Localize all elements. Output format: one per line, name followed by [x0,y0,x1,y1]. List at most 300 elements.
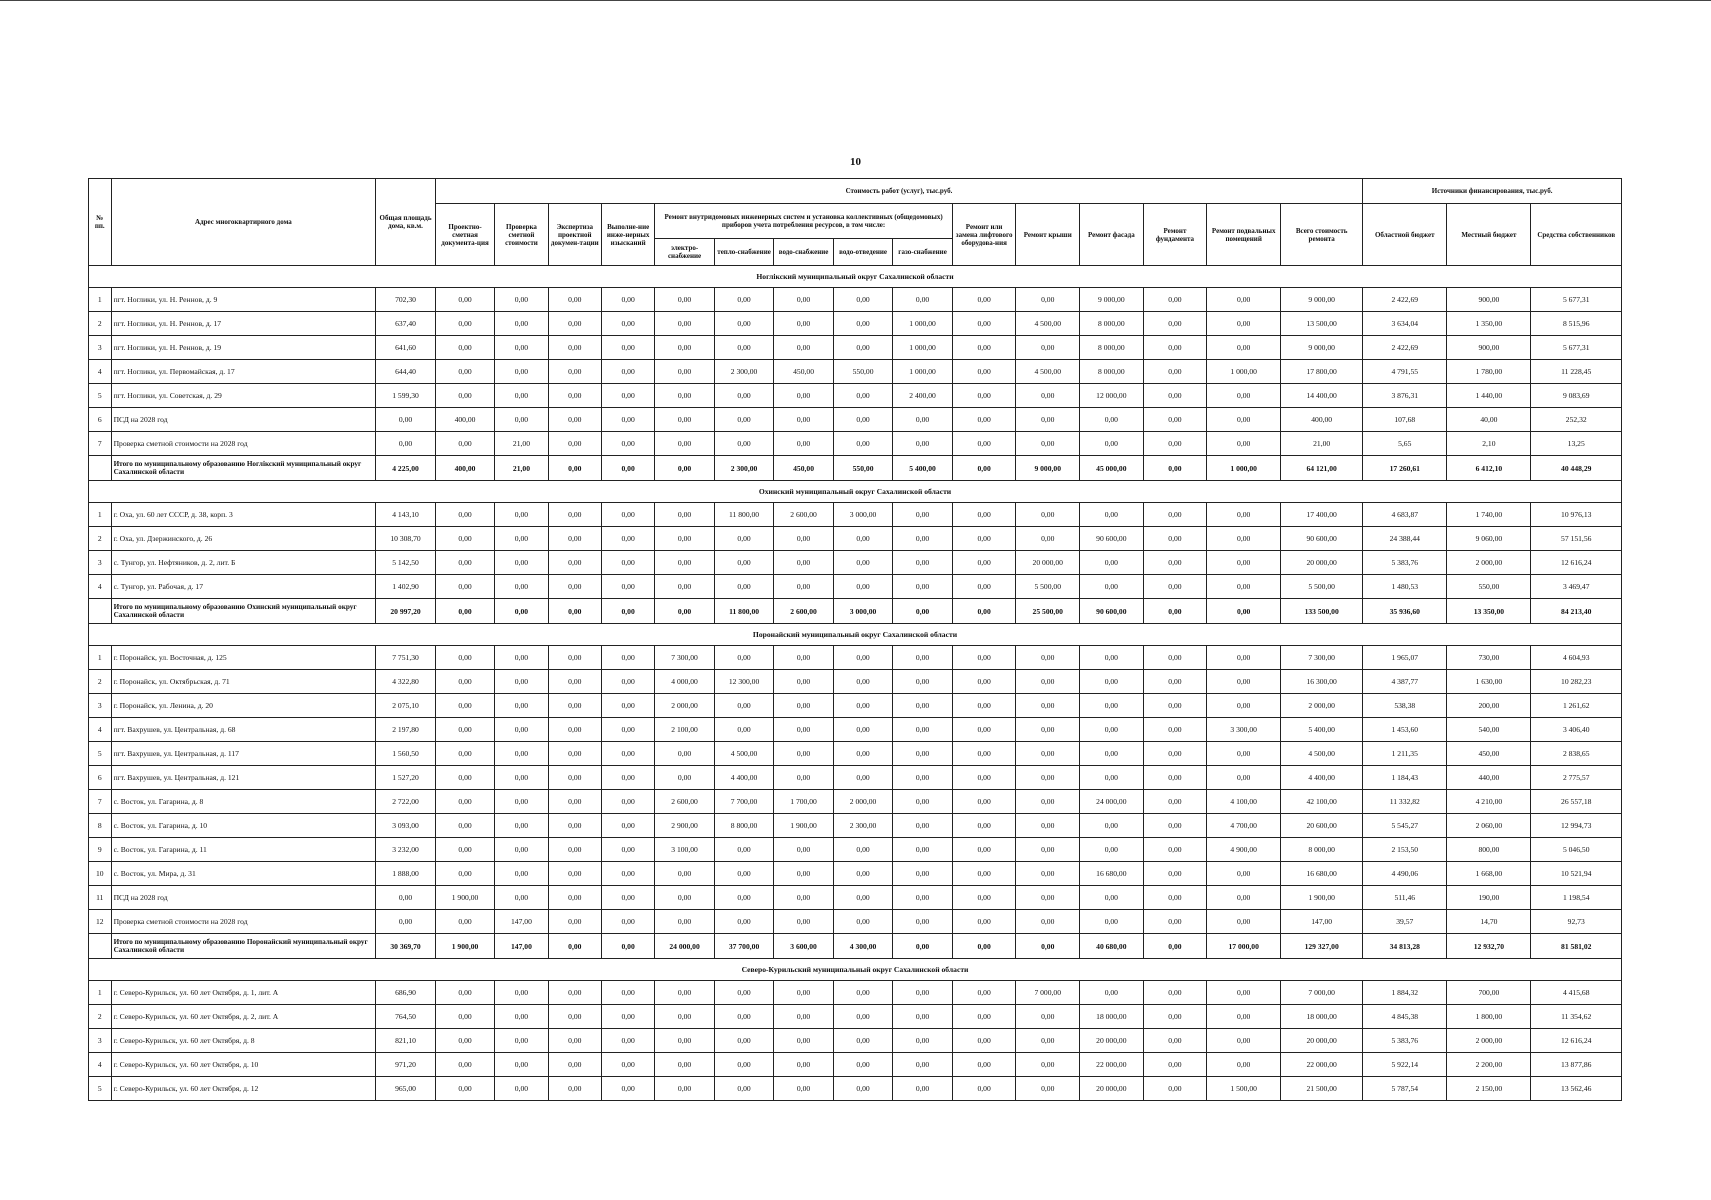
cell-gas: 0,00 [893,551,953,575]
table-row [89,1077,1622,1101]
cell-exp: 0,00 [548,288,601,312]
cell-heat: 0,00 [714,862,774,886]
cell-total: 9 000,00 [1281,288,1363,312]
cell-facade: 0,00 [1080,646,1144,670]
cell-found: 0,00 [1143,742,1207,766]
cell-facade: 0,00 [1080,981,1144,1005]
cell-el: 0,00 [655,1029,715,1053]
cell-reg: 17 260,61 [1363,456,1447,481]
cell-n: 4 [89,360,112,384]
cell-base: 0,00 [1207,527,1281,551]
cell-n: 3 [89,1029,112,1053]
cell-n: 6 [89,408,112,432]
cell-area: 10 308,70 [376,527,436,551]
cell-facade: 45 000,00 [1080,456,1144,481]
table-row [89,742,1622,766]
cell-water: 0,00 [774,910,834,934]
cell-lift: 0,00 [952,384,1016,408]
table-row [89,838,1622,862]
cell-address: г. Северо-Курильск, ул. 60 лет Октября, д. 12 [111,1077,376,1101]
cell-n: 1 [89,981,112,1005]
cell-heat: 0,00 [714,551,774,575]
cell-heat: 0,00 [714,1053,774,1077]
cell-own: 26 557,18 [1531,790,1622,814]
cell-lift: 0,00 [952,408,1016,432]
cell-total: 400,00 [1281,408,1363,432]
cell-found: 0,00 [1143,527,1207,551]
cell-exp: 0,00 [548,718,601,742]
cell-loc: 550,00 [1447,575,1531,599]
cell-water: 3 600,00 [774,934,834,959]
cell-psd: 0,00 [435,551,495,575]
header-sources-group: Источники финансирования, тыс.руб. [1363,179,1622,204]
cell-found: 0,00 [1143,384,1207,408]
cell-lift: 0,00 [952,1005,1016,1029]
cell-sewer: 0,00 [833,766,893,790]
cell-gas: 1 000,00 [893,312,953,336]
cell-loc: 1 800,00 [1447,1005,1531,1029]
table-row [89,886,1622,910]
cell-total: 4 500,00 [1281,742,1363,766]
cell-roof: 0,00 [1016,670,1080,694]
cell-exp: 0,00 [548,336,601,360]
cell-sewer: 0,00 [833,910,893,934]
cell-psd: 0,00 [435,599,495,624]
cell-total: 17 800,00 [1281,360,1363,384]
cell-reg: 3 634,04 [1363,312,1447,336]
cell-n: 1 [89,288,112,312]
cell-exp: 0,00 [548,934,601,959]
cell-reg: 4 490,06 [1363,862,1447,886]
cell-heat: 0,00 [714,575,774,599]
cell-sewer: 2 300,00 [833,814,893,838]
cell-own: 4 604,93 [1531,646,1622,670]
cell-facade: 0,00 [1080,742,1144,766]
cell-heat: 11 800,00 [714,599,774,624]
cell-el: 0,00 [655,432,715,456]
cell-water: 0,00 [774,1029,834,1053]
cell-roof: 0,00 [1016,862,1080,886]
cell-sewer: 0,00 [833,981,893,1005]
cell-roof: 0,00 [1016,432,1080,456]
cell-heat: 11 800,00 [714,503,774,527]
cell-found: 0,00 [1143,336,1207,360]
cell-roof: 0,00 [1016,1005,1080,1029]
cell-check: 0,00 [495,838,548,862]
cell-water: 0,00 [774,527,834,551]
table-row [89,336,1622,360]
cell-area: 4 225,00 [376,456,436,481]
cell-water: 2 600,00 [774,503,834,527]
cell-gas: 0,00 [893,575,953,599]
cell-found: 0,00 [1143,814,1207,838]
cell-found: 0,00 [1143,910,1207,934]
cell-lift: 0,00 [952,1029,1016,1053]
cell-heat: 0,00 [714,527,774,551]
cell-area: 7 751,30 [376,646,436,670]
cell-own: 4 415,68 [1531,981,1622,1005]
table-row [89,527,1622,551]
table-row [89,790,1622,814]
cell-area: 702,30 [376,288,436,312]
cell-loc: 1 668,00 [1447,862,1531,886]
cell-base: 0,00 [1207,384,1281,408]
cell-water: 0,00 [774,670,834,694]
cell-psd: 0,00 [435,1053,495,1077]
cell-check: 0,00 [495,288,548,312]
table-row [89,575,1622,599]
cell-facade: 22 000,00 [1080,1053,1144,1077]
cell-el: 24 000,00 [655,934,715,959]
cell-psd: 0,00 [435,575,495,599]
cell-gas: 0,00 [893,670,953,694]
cell-gas: 0,00 [893,1077,953,1101]
cell-found: 0,00 [1143,360,1207,384]
header-area: Общая площадь дома, кв.м. [376,179,436,266]
cell-exp: 0,00 [548,814,601,838]
cell-lift: 0,00 [952,336,1016,360]
cell-facade: 90 600,00 [1080,599,1144,624]
cell-address: с. Восток, ул. Гагарина, д. 11 [111,838,376,862]
cell-heat: 0,00 [714,910,774,934]
cell-heat: 0,00 [714,1077,774,1101]
cell-lift: 0,00 [952,575,1016,599]
cell-gas: 0,00 [893,1029,953,1053]
cell-sewer: 0,00 [833,575,893,599]
table-row [89,670,1622,694]
cell-found: 0,00 [1143,551,1207,575]
cell-total: 7 000,00 [1281,981,1363,1005]
cell-found: 0,00 [1143,790,1207,814]
cell-area: 641,60 [376,336,436,360]
cell-n: 2 [89,527,112,551]
cell-water: 0,00 [774,862,834,886]
cell-area: 971,20 [376,1053,436,1077]
section-title: Охинский муниципальный округ Сахалинской области [89,481,1622,503]
cell-lift: 0,00 [952,503,1016,527]
cell-total: 42 100,00 [1281,790,1363,814]
cell-psd: 0,00 [435,336,495,360]
cell-sewer: 0,00 [833,312,893,336]
cell-facade: 9 000,00 [1080,288,1144,312]
cell-gas: 0,00 [893,862,953,886]
cell-lift: 0,00 [952,790,1016,814]
cell-n: 3 [89,694,112,718]
cell-n: 5 [89,384,112,408]
cell-heat: 37 700,00 [714,934,774,959]
cell-area: 0,00 [376,910,436,934]
header-heat: тепло-снабжение [714,239,774,266]
cell-sewer: 0,00 [833,838,893,862]
cell-exp: 0,00 [548,1005,601,1029]
cell-psd: 0,00 [435,814,495,838]
cell-roof: 0,00 [1016,1029,1080,1053]
cell-exp: 0,00 [548,599,601,624]
cell-lift: 0,00 [952,360,1016,384]
cell-el: 0,00 [655,551,715,575]
cell-el: 0,00 [655,312,715,336]
cell-psd: 0,00 [435,1029,495,1053]
cell-own: 11 228,45 [1531,360,1622,384]
cell-sewer: 0,00 [833,1029,893,1053]
cell-exp: 0,00 [548,456,601,481]
cell-gas: 0,00 [893,814,953,838]
cell-sewer: 0,00 [833,742,893,766]
cell-loc: 2 000,00 [1447,551,1531,575]
cell-psd: 0,00 [435,527,495,551]
cell-roof: 0,00 [1016,838,1080,862]
cell-total: 2 000,00 [1281,694,1363,718]
cell-check: 21,00 [495,432,548,456]
table-row [89,551,1622,575]
cell-total: 5 500,00 [1281,575,1363,599]
cell-own: 12 994,73 [1531,814,1622,838]
cell-area: 3 093,00 [376,814,436,838]
cell-gas: 0,00 [893,790,953,814]
cell-gas: 0,00 [893,288,953,312]
cell-loc: 14,70 [1447,910,1531,934]
cell-base: 0,00 [1207,288,1281,312]
cell-el: 0,00 [655,408,715,432]
cell-surv: 0,00 [601,718,654,742]
cell-roof: 25 500,00 [1016,599,1080,624]
cell-lift: 0,00 [952,814,1016,838]
cell-facade: 0,00 [1080,670,1144,694]
table-row [89,1005,1622,1029]
cell-facade: 0,00 [1080,886,1144,910]
cell-heat: 0,00 [714,336,774,360]
cell-surv: 0,00 [601,862,654,886]
table-row [89,1029,1622,1053]
cell-surv: 0,00 [601,1053,654,1077]
cell-n: 6 [89,766,112,790]
cell-loc: 900,00 [1447,288,1531,312]
cell-address: г. Поронайск, ул. Ленина, д. 20 [111,694,376,718]
cell-surv: 0,00 [601,790,654,814]
cell-found: 0,00 [1143,886,1207,910]
cell-water: 0,00 [774,575,834,599]
cell-address: г. Северо-Курильск, ул. 60 лет Октября, д. 10 [111,1053,376,1077]
cell-surv: 0,00 [601,575,654,599]
cell-address: пгт. Ноглики, ул. Н. Реннов, д. 9 [111,288,376,312]
cell-found: 0,00 [1143,503,1207,527]
cell-found: 0,00 [1143,646,1207,670]
cell-roof: 7 000,00 [1016,981,1080,1005]
cell-roof: 4 500,00 [1016,360,1080,384]
header-expertise: Экспертиза проектной докумен-тации [548,204,601,266]
cell-surv: 0,00 [601,360,654,384]
cell-surv: 0,00 [601,742,654,766]
cell-exp: 0,00 [548,766,601,790]
cell-water: 0,00 [774,718,834,742]
cell-own: 5 677,31 [1531,336,1622,360]
cell-total: 20 000,00 [1281,1029,1363,1053]
cell-loc: 700,00 [1447,981,1531,1005]
cell-check: 0,00 [495,336,548,360]
cell-area: 30 369,70 [376,934,436,959]
cell-own: 5 046,50 [1531,838,1622,862]
cell-own: 92,73 [1531,910,1622,934]
section-header-row [89,959,1622,981]
header-engineering: Ремонт внутридомовых инженерных систем и установка коллективных (общедомовых) приборов учета потребления ресурсов, в том числе: [655,204,953,239]
cell-facade: 90 600,00 [1080,527,1144,551]
cell-el: 0,00 [655,1077,715,1101]
cell-lift: 0,00 [952,694,1016,718]
cell-exp: 0,00 [548,1053,601,1077]
cell-surv: 0,00 [601,408,654,432]
section-title: Ноглікский муниципальный округ Сахалинской области [89,266,1622,288]
cell-facade: 24 000,00 [1080,790,1144,814]
cell-facade: 0,00 [1080,766,1144,790]
cell-check: 0,00 [495,790,548,814]
cell-surv: 0,00 [601,694,654,718]
cell-address: г. Поронайск, ул. Восточная, д. 125 [111,646,376,670]
cell-total: 5 400,00 [1281,718,1363,742]
table-row [89,288,1622,312]
cell-lift: 0,00 [952,1053,1016,1077]
cell-n: 1 [89,646,112,670]
cell-water: 450,00 [774,360,834,384]
cell-base: 0,00 [1207,694,1281,718]
cell-surv: 0,00 [601,432,654,456]
cell-own: 12 616,24 [1531,1029,1622,1053]
cell-loc: 12 932,70 [1447,934,1531,959]
cell-address: пгт. Вахрушев, ул. Центральная, д. 68 [111,718,376,742]
cell-gas: 0,00 [893,766,953,790]
header-basement: Ремонт подвальных помещений [1207,204,1281,266]
cell-own: 11 354,62 [1531,1005,1622,1029]
cell-roof: 0,00 [1016,646,1080,670]
cell-total: 1 900,00 [1281,886,1363,910]
cell-facade: 0,00 [1080,838,1144,862]
cell-own: 84 213,40 [1531,599,1622,624]
cell-found: 0,00 [1143,1053,1207,1077]
cell-own: 10 976,13 [1531,503,1622,527]
cell-total: 21,00 [1281,432,1363,456]
cell-psd: 0,00 [435,981,495,1005]
cell-psd: 0,00 [435,432,495,456]
cell-check: 0,00 [495,360,548,384]
cell-exp: 0,00 [548,312,601,336]
cell-own: 1 198,54 [1531,886,1622,910]
cell-check: 0,00 [495,1029,548,1053]
cell-own: 5 677,31 [1531,288,1622,312]
cell-loc: 2 060,00 [1447,814,1531,838]
cell-area: 686,90 [376,981,436,1005]
cell-n: 3 [89,336,112,360]
cell-roof: 0,00 [1016,886,1080,910]
cell-sewer: 550,00 [833,360,893,384]
cell-roof: 0,00 [1016,1077,1080,1101]
cell-n: 7 [89,790,112,814]
cell-area: 0,00 [376,886,436,910]
cell-el: 0,00 [655,1005,715,1029]
cell-sewer: 0,00 [833,288,893,312]
cell-surv: 0,00 [601,312,654,336]
cell-base: 0,00 [1207,551,1281,575]
cell-base: 3 300,00 [1207,718,1281,742]
cell-gas: 0,00 [893,742,953,766]
cell-own: 1 261,62 [1531,694,1622,718]
cell-base: 4 900,00 [1207,838,1281,862]
cell-el: 0,00 [655,862,715,886]
cell-sewer: 0,00 [833,862,893,886]
cell-check: 0,00 [495,862,548,886]
cell-roof: 0,00 [1016,910,1080,934]
cell-area: 3 232,00 [376,838,436,862]
cell-water: 0,00 [774,981,834,1005]
cell-exp: 0,00 [548,886,601,910]
cell-surv: 0,00 [601,670,654,694]
cell-loc: 2,10 [1447,432,1531,456]
cell-check: 0,00 [495,1077,548,1101]
cell-heat: 0,00 [714,886,774,910]
cell-el: 0,00 [655,336,715,360]
cell-loc: 6 412,10 [1447,456,1531,481]
cell-found: 0,00 [1143,694,1207,718]
header-total: Всего стоимость ремонта [1281,204,1363,266]
cell-facade: 0,00 [1080,551,1144,575]
cell-gas: 0,00 [893,934,953,959]
cell-water: 0,00 [774,766,834,790]
cell-area: 764,50 [376,1005,436,1029]
cell-surv: 0,00 [601,599,654,624]
cell-reg: 1 453,60 [1363,718,1447,742]
cell-own: 3 406,40 [1531,718,1622,742]
cell-el: 0,00 [655,1053,715,1077]
cell-check: 0,00 [495,551,548,575]
cell-psd: 0,00 [435,910,495,934]
cell-check: 0,00 [495,384,548,408]
cell-check: 0,00 [495,981,548,1005]
cell-roof: 0,00 [1016,384,1080,408]
cell-total: 64 121,00 [1281,456,1363,481]
cell-total: 13 500,00 [1281,312,1363,336]
cell-n [89,599,112,624]
cell-address: Проверка сметной стоимости на 2028 год [111,432,376,456]
cell-n: 1 [89,503,112,527]
cell-reg: 3 876,31 [1363,384,1447,408]
cell-n: 5 [89,1077,112,1101]
cell-area: 4 143,10 [376,503,436,527]
cell-gas: 0,00 [893,718,953,742]
cell-water: 0,00 [774,288,834,312]
cell-exp: 0,00 [548,646,601,670]
cell-address: Итого по муниципальному образованию Охинский муниципальный округ Сахалинской области [111,599,376,624]
cell-lift: 0,00 [952,718,1016,742]
cell-reg: 4 683,87 [1363,503,1447,527]
cell-found: 0,00 [1143,718,1207,742]
cell-own: 3 469,47 [1531,575,1622,599]
cell-total: 133 500,00 [1281,599,1363,624]
cell-loc: 1 740,00 [1447,503,1531,527]
cell-reg: 1 884,32 [1363,981,1447,1005]
cell-lift: 0,00 [952,646,1016,670]
cell-total: 20 600,00 [1281,814,1363,838]
cell-reg: 511,46 [1363,886,1447,910]
cell-gas: 0,00 [893,1005,953,1029]
cell-facade: 0,00 [1080,408,1144,432]
cell-heat: 0,00 [714,288,774,312]
cell-own: 10 521,94 [1531,862,1622,886]
cell-address: г. Северо-Курильск, ул. 60 лет Октября, д. 1, лит. А [111,981,376,1005]
cell-surv: 0,00 [601,336,654,360]
cell-exp: 0,00 [548,503,601,527]
cell-check: 0,00 [495,1005,548,1029]
cell-base: 0,00 [1207,1053,1281,1077]
cell-exp: 0,00 [548,1029,601,1053]
cell-total: 17 400,00 [1281,503,1363,527]
